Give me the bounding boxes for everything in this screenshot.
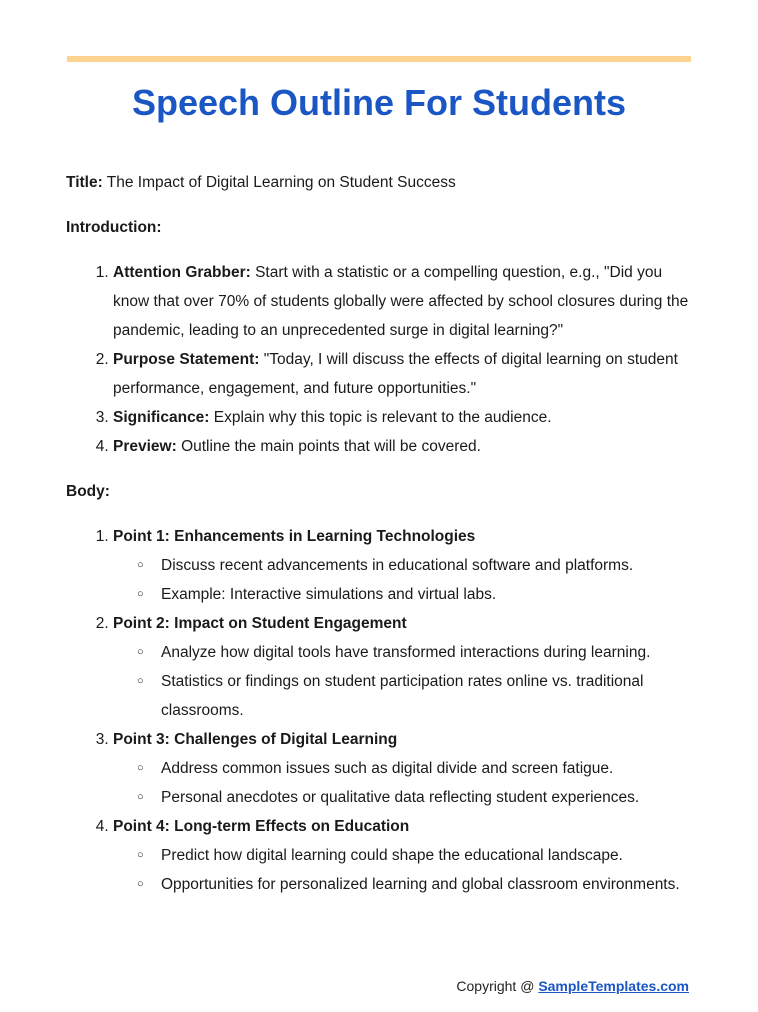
sub-list-item: ○ Example: Interactive simulations and virtual labs.: [161, 580, 696, 609]
sub-list: [113, 551, 696, 609]
list-item: [113, 258, 696, 345]
sub-list-item: ○ Opportunities for personalized learning and global classroom environments.: [161, 870, 696, 899]
list-item: [113, 345, 696, 403]
point-label: Point 2: Impact on Student Engagement: [113, 615, 407, 632]
introduction-list: [66, 258, 696, 461]
body-points-list: [66, 522, 696, 899]
list-item: [113, 403, 696, 432]
intro-item-text: Outline the main points that will be covered.: [181, 438, 481, 455]
sub-list: [113, 754, 696, 812]
body-heading: Body:: [66, 483, 110, 500]
doc-title-label: Title:: [66, 174, 103, 191]
intro-item-label: Significance:: [113, 409, 210, 426]
intro-item-text: Explain why this topic is relevant to the audience.: [213, 409, 552, 426]
sub-list-item: ○ Address common issues such as digital divide and screen fatigue.: [161, 754, 696, 783]
sub-list-item: ○ Statistics or findings on student participation rates online vs. traditional classrooms.: [161, 667, 696, 725]
list-item: [113, 725, 696, 812]
intro-item-label: Preview:: [113, 438, 177, 455]
sub-list-item: ○ Analyze how digital tools have transformed interactions during learning.: [161, 638, 696, 667]
doc-title-value: The Impact of Digital Learning on Student Success: [106, 174, 456, 191]
sub-list: [113, 841, 696, 899]
sub-list-item: ○ Predict how digital learning could shape the educational landscape.: [161, 841, 696, 870]
list-item: [113, 812, 696, 899]
point-label: Point 4: Long-term Effects on Education: [113, 818, 410, 835]
copyright-text: Copyright @: [456, 978, 535, 994]
list-item: [113, 432, 696, 461]
page-title: Speech Outline For Students: [131, 82, 627, 123]
intro-item-text: "Today, I will discuss the effects of digital learning on student performance, engagement, and future opportunities.": [113, 351, 678, 397]
list-item: [113, 609, 696, 725]
intro-item-label: Purpose Statement:: [113, 351, 260, 368]
sampletemplates-link[interactable]: SampleTemplates.com: [538, 978, 689, 994]
intro-item-label: Attention Grabber:: [113, 264, 251, 281]
point-label: Point 1: Enhancements in Learning Technologies: [113, 528, 476, 545]
top-accent-rule: [67, 56, 691, 62]
sub-list: [113, 638, 696, 725]
point-label: Point 3: Challenges of Digital Learning: [113, 731, 398, 748]
footer-copyright: [456, 978, 689, 994]
sub-list-item: ○ Discuss recent advancements in educational software and platforms.: [161, 551, 696, 580]
sub-list-item: ○ Personal anecdotes or qualitative data reflecting student experiences.: [161, 783, 696, 812]
doc-title-line: [66, 168, 696, 197]
list-item: [113, 522, 696, 609]
intro-item-text: Start with a statistic or a compelling question, e.g., "Did you know that over 70% of students globally were affected by school closures during the pandemic, leading to an unprecedented surge in digital learning?": [113, 264, 689, 339]
document-body: [66, 168, 696, 915]
introduction-heading: Introduction:: [66, 219, 162, 236]
